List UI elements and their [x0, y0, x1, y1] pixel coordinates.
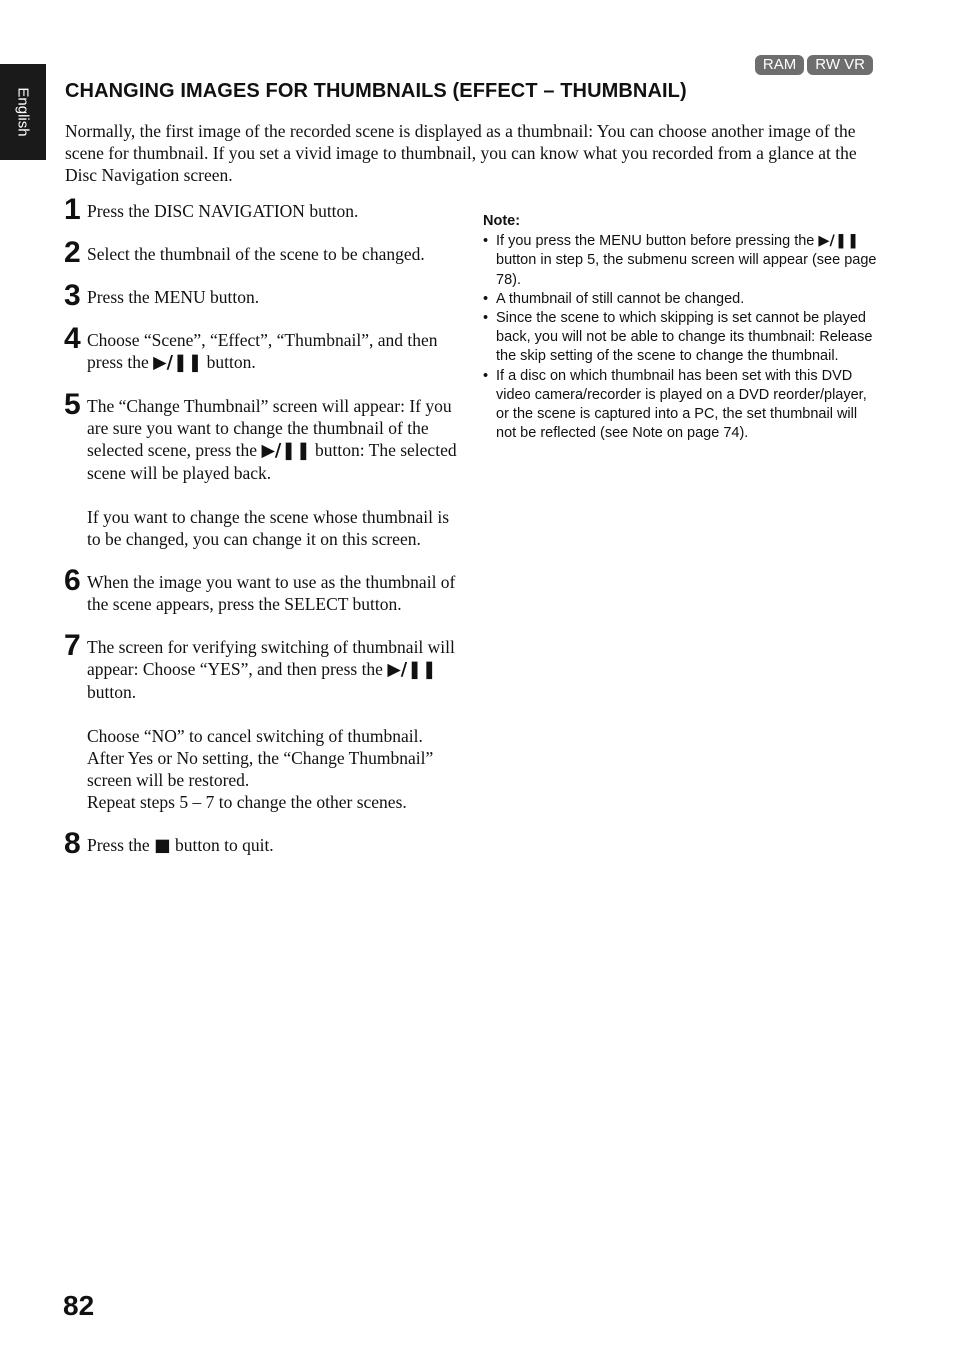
step-text-before: The “Change Thumbnail” screen will appear: If you are sure you want to change the thumbnail of the selected scene, press the — [87, 396, 452, 460]
steps-list — [64, 193, 460, 878]
step-text-extra: Choose “NO” to cancel switching of thumbnail. — [87, 726, 423, 746]
step-text-extra: After Yes or No setting, the “Change Thumbnail” screen will be restored. — [87, 748, 434, 790]
step-text — [87, 329, 460, 374]
step-text-extra: Repeat steps 5 – 7 to change the other scenes. — [87, 792, 407, 812]
step-text: Press the DISC NAVIGATION button. — [87, 201, 359, 221]
step-6 — [64, 564, 460, 615]
step-8 — [64, 827, 460, 860]
step-number: 1 — [64, 193, 81, 226]
step-text — [87, 395, 460, 484]
step-number: 6 — [64, 564, 81, 597]
step-text-after: button. — [206, 352, 256, 372]
play-pause-icon: ▶/❚❚ — [818, 233, 860, 250]
step-5 — [64, 388, 460, 550]
note-title: Note: — [483, 213, 521, 229]
language-tab-label: English — [14, 87, 32, 137]
disc-type-badges — [755, 55, 873, 75]
step-number: 3 — [64, 279, 81, 312]
note-box — [483, 212, 878, 443]
stop-icon: ■ — [154, 836, 171, 856]
step-number: 5 — [64, 388, 81, 421]
step-number: 2 — [64, 236, 81, 269]
step-text: When the image you want to use as the thumbnail of the scene appears, press the SELECT button. — [87, 572, 456, 614]
badge-ram: RAM — [755, 55, 804, 75]
section-title: CHANGING IMAGES FOR THUMBNAILS (EFFECT – THUMBNAIL) — [65, 80, 687, 102]
step-text-before: Press the — [87, 835, 150, 855]
play-pause-icon: ▶/❚❚ — [153, 353, 203, 373]
step-7 — [64, 629, 460, 813]
page-number: 82 — [63, 1290, 95, 1321]
step-text: Select the thumbnail of the scene to be changed. — [87, 244, 425, 264]
play-pause-icon: ▶/❚❚ — [387, 660, 437, 680]
step-2 — [64, 236, 460, 269]
note-item: • Since the scene to which skipping is set cannot be played back, you will not be able to change its thumbnail: Release the skip setting of the scene to change the thumbnail. — [483, 309, 878, 367]
note-text-after: button in step 5, the submenu screen will appear (see page 78). — [496, 252, 877, 288]
step-text — [87, 834, 460, 857]
note-item — [483, 232, 878, 290]
step-1 — [64, 193, 460, 226]
intro-paragraph: Normally, the first image of the recorded scene is displayed as a thumbnail: You can choose another image of the scene for thumbnail. If you set a vivid image to thumbnail, you can know what you recorded from a glance at the Disc Navigation screen. — [65, 121, 857, 185]
play-pause-icon: ▶/❚❚ — [261, 441, 311, 461]
step-number: 7 — [64, 629, 81, 662]
step-text-after: button to quit. — [175, 835, 274, 855]
language-tab — [0, 64, 46, 160]
step-3 — [64, 279, 460, 312]
step-text-after: button. — [87, 682, 137, 702]
note-list — [483, 232, 878, 443]
step-text-extra: If you want to change the scene whose thumbnail is to be changed, you can change it on this screen. — [87, 507, 450, 549]
note-text-before: If you press the MENU button before pressing the — [496, 233, 815, 250]
step-text-after: button: The selected scene will be played back. — [87, 440, 457, 483]
step-text-before: Choose “Scene”, “Effect”, “Thumbnail”, and then press the — [87, 330, 438, 372]
note-item: • A thumbnail of still cannot be changed. — [483, 290, 878, 309]
badge-rw-vr: RW VR — [807, 55, 873, 75]
step-number: 4 — [64, 322, 81, 355]
step-text: Press the MENU button. — [87, 287, 260, 307]
step-text-before: The screen for verifying switching of thumbnail will appear: Choose “YES”, and then press the — [87, 637, 455, 679]
step-number: 8 — [64, 827, 81, 860]
note-item: • If a disc on which thumbnail has been set with this DVD video camera/recorder is played on a DVD reorder/player, or the scene is captured into a PC, the set thumbnail will not be reflected (see Note on page 74). — [483, 367, 878, 444]
step-text — [87, 636, 460, 703]
step-4 — [64, 322, 460, 374]
